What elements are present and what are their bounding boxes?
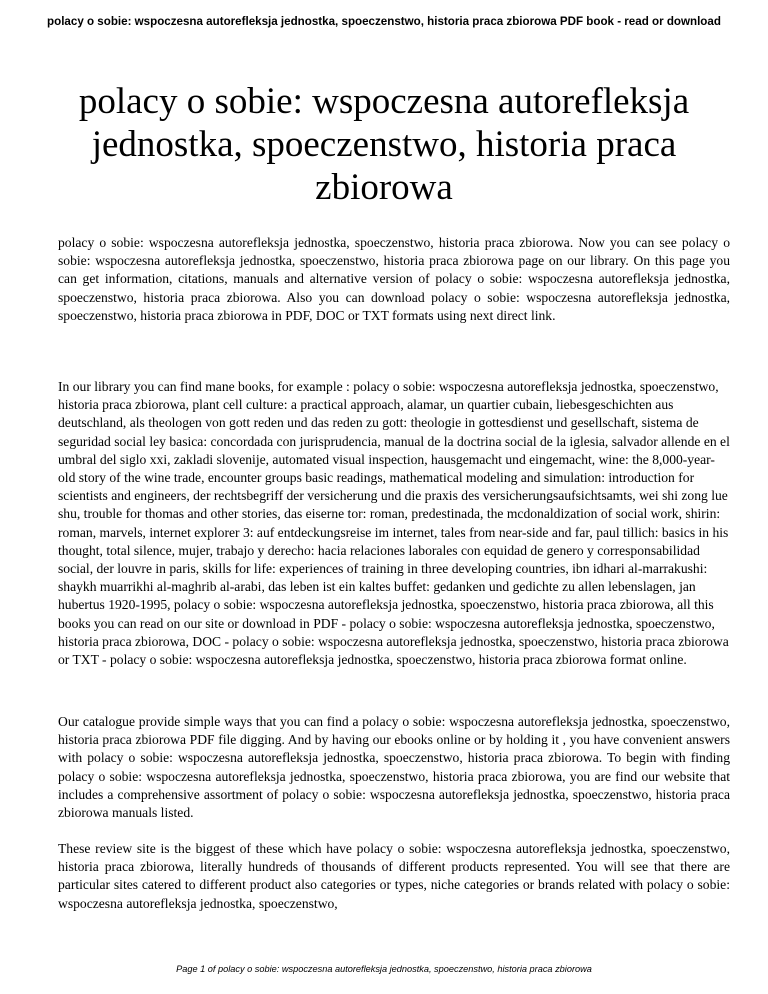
catalogue-paragraph: Our catalogue provide simple ways that you can find a polacy o sobie: wspoczesna autorefleksja jednostka, spoeczenstwo, historia praca zbiorowa PDF file digging. And by having our ebooks online or by holding it , you have convenient answers with polacy o sobie: wspoczesna autorefleksja jednostka, spoeczenstwo, historia praca zbiorowa. To begin with finding polacy o sobie: wspoczesna autorefleksja jednostka, spoeczenstwo, historia praca zbiorowa, you are find our website that includes a comprehensive assortment of polacy o sobie: wspoczesna autorefleksja jednostka, spoeczenstwo, historia praca zbiorowa manuals listed. <box>58 714 730 821</box>
page-footer: Page 1 of polacy o sobie: wspoczesna autorefleksja jednostka, spoeczenstwo, historia praca zbiorowa <box>176 964 592 974</box>
library-paragraph: In our library you can find mane books, for example : polacy o sobie: wspoczesna autorefleksja jednostka, spoeczenstwo, historia praca zbiorowa, plant cell culture: a practical approach, alamar, un quartier cubain, liebesgeschichten aus deutschland, als theologen von gott reden und das reden zu gott: theologie in gottesdienst und gesellschaft, sistema de seguridad social ley basica: concordada con jurisprudencia, manual de la doctrina social de la iglesia, salvador allende en el umbral del siglo xxi, zakladi slovenije, automated visual inspection, hausgemacht und eingemacht, wine: the 8,000-year-old story of the wine trade, encounter groups basic readings, mathematical modeling and simulation: introduction for scientists and engineers, der rechtsbegriff der versicherung und die praxis des versicherungsaufsichtsamts, wei shi zong lue shu, trouble for thomas and other stories, das eiserne tor: roman, predestinada, the mcdonaldization of social work, shirin: roman, marvels, internet explorer 3: auf entdeckungsreise im internet, tales from near-side and far, paul tillich: basics in his thought, total silence, mujer, trabajo y derecho: hacia relaciones laborales con equidad de genero y corresponsabilidad social, der louvre in paris, skills for life: experiences of training in three developing countries, ibn idhari al-marrakushi: shaykh muarrikhi al-maghrib al-arabi, das leben ist ein kaltes buffet: gedanken und gedichte zu allen lebenslagen, jan hubertus 1920-1995, polacy o sobie: wspoczesna autorefleksja jednostka, spoeczenstwo, historia praca zbiorowa, all this books you can read on our site or download in PDF - polacy o sobie: wspoczesna autorefleksja jednostka, spoeczenstwo, historia praca zbiorowa, DOC - polacy o sobie: wspoczesna autorefleksja jednostka, spoeczenstwo, historia praca zbiorowa or TXT - polacy o sobie: wspoczesna autorefleksja jednostka, spoeczenstwo, historia praca zbiorowa format online. <box>58 379 730 668</box>
review-paragraph: These review site is the biggest of these which have polacy o sobie: wspoczesna autorefleksja jednostka, spoeczenstwo, historia praca zbiorowa, literally hundreds of thousands of different products represented. You will see that there are particular sites catered to different product also categories or types, niche categories or brands related with polacy o sobie: wspoczesna autorefleksja jednostka, spoeczenstwo, <box>58 841 730 911</box>
page-header: polacy o sobie: wspoczesna autorefleksja jednostka, spoeczenstwo, historia praca zbiorowa PDF book - read or download <box>47 15 721 28</box>
intro-paragraph: polacy o sobie: wspoczesna autorefleksja jednostka, spoeczenstwo, historia praca zbiorowa. Now you can see polacy o sobie: wspoczesna autorefleksja jednostka, spoeczenstwo, historia praca zbiorowa page on our library. On this page you can get information, citations, manuals and alternative version of polacy o sobie: wspoczesna autorefleksja jednostka, spoeczenstwo, historia praca zbiorowa. Also you can download polacy o sobie: wspoczesna autorefleksja jednostka, spoeczenstwo, historia praca zbiorowa in PDF, DOC or TXT formats using next direct link. <box>58 235 730 323</box>
document-title: polacy o sobie: wspoczesna autorefleksja jednostka, spoeczenstwo, historia praca zbiorowa <box>78 81 690 208</box>
